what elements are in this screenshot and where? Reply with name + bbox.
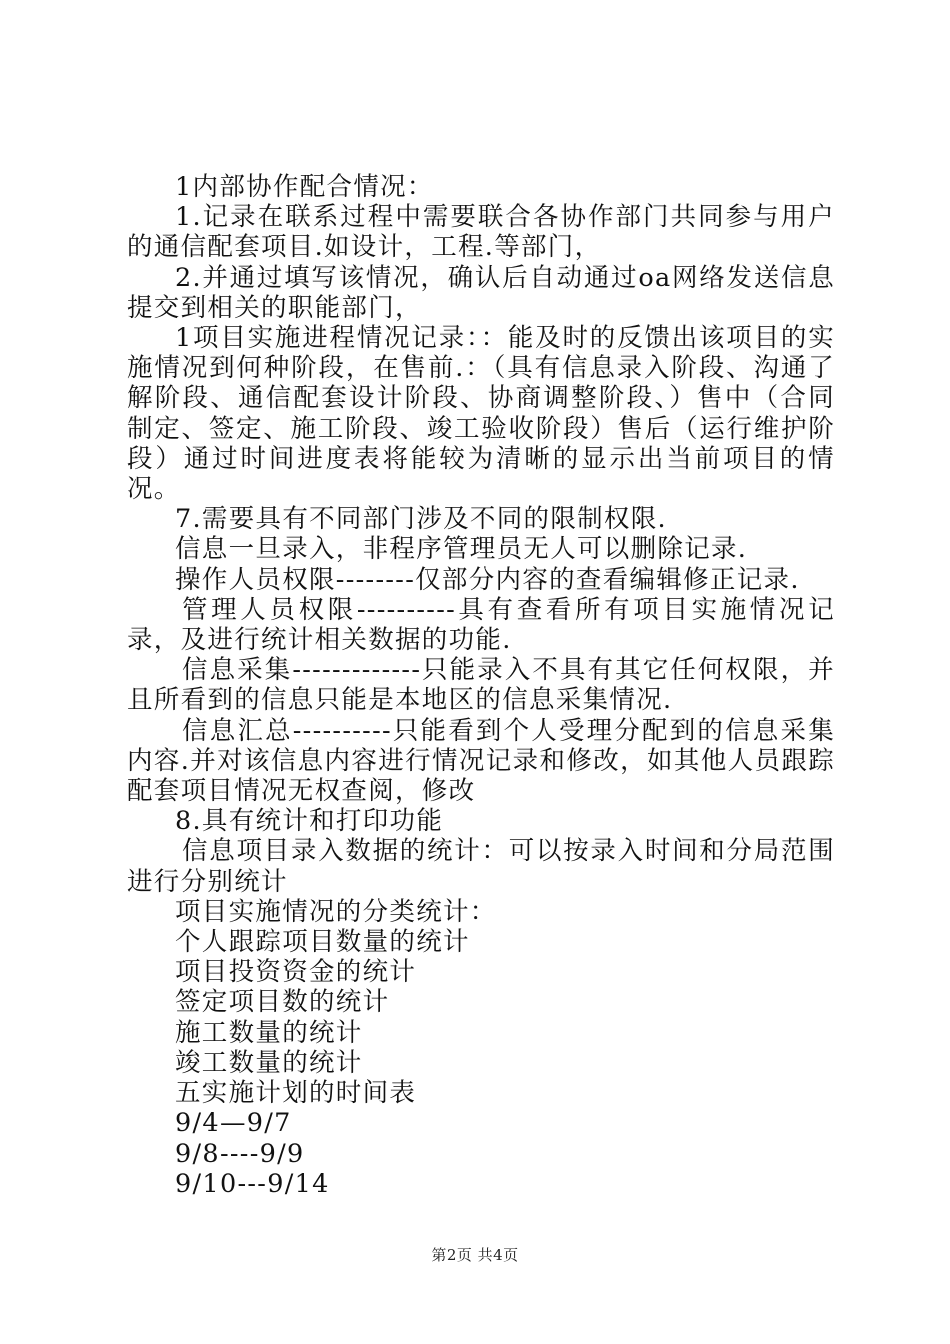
paragraph-construction-stat: 施工数量的统计 bbox=[175, 1017, 363, 1048]
page-number-label: 第2页 共4页 bbox=[431, 1246, 519, 1264]
paragraph-info-collection: 信息采集-------------只能录入不具有其它任何权限，并且所看到的信息只能是本地区的信息采集情况. bbox=[127, 655, 835, 716]
paragraph-item-8-statistics: 8.具有统计和打印功能 bbox=[175, 806, 444, 837]
paragraph-no-delete: 信息一旦录入，非程序管理员无人可以删除记录. bbox=[175, 534, 748, 565]
page-footer bbox=[0, 1244, 950, 1265]
paragraph-item-1-record: 1.记录在联系过程中需要联合各协作部门共同参与用户的通信配套项目.如设计，工程.等部门， bbox=[127, 202, 835, 263]
paragraph-schedule-range-2: 9/8----9/9 bbox=[175, 1138, 305, 1169]
paragraph-internal-cooperation-heading: 1内部协作配合情况： bbox=[175, 172, 434, 202]
document-body bbox=[127, 172, 835, 1199]
paragraph-completion-stat: 竣工数量的统计 bbox=[175, 1047, 363, 1078]
paragraph-item-2-submit: 2.并通过填写该情况，确认后自动通过oa网络发送信息提交到相关的职能部门， bbox=[127, 262, 835, 323]
paragraph-investment-stat: 项目投资资金的统计 bbox=[175, 957, 417, 988]
paragraph-signed-projects-stat: 签定项目数的统计 bbox=[175, 987, 390, 1018]
paragraph-progress-record: 1项目实施进程情况记录：：能及时的反馈出该项目的实施情况到何种阶段，在售前.：（具有信息录入阶段、沟通了解阶段、通信配套设计阶段、协商调整阶段、）售中（合同制定、签定、施工阶段、竣工验收阶段）售后（运行维护阶段）通过时间进度表将能较为清晰的显示出当前项目的情况。 bbox=[127, 323, 835, 505]
paragraph-entry-statistics: 信息项目录入数据的统计：可以按录入时间和分局范围进行分别统计 bbox=[127, 836, 835, 897]
paragraph-manager-permission: 管理人员权限----------具有查看所有项目实施情况记录，及进行统计相关数据的功能. bbox=[127, 594, 835, 656]
paragraph-personal-tracking-stat: 个人跟踪项目数量的统计 bbox=[175, 927, 470, 958]
paragraph-info-summary: 信息汇总----------只能看到个人受理分配到的信息采集内容.并对该信息内容进行情况记录和修改，如其他人员跟踪配套项目情况无权查阅，修改 bbox=[127, 715, 835, 807]
paragraph-schedule-range-1: 9/4—9/7 bbox=[175, 1108, 292, 1139]
paragraph-category-statistics: 项目实施情况的分类统计： bbox=[175, 896, 497, 927]
paragraph-item-7-permissions: 7.需要具有不同部门涉及不同的限制权限. bbox=[175, 504, 667, 535]
paragraph-operator-permission: 操作人员权限--------仅部分内容的查看编辑修正记录. bbox=[175, 564, 800, 595]
paragraph-schedule-heading: 五实施计划的时间表 bbox=[175, 1078, 417, 1109]
paragraph-schedule-range-3: 9/10---9/14 bbox=[175, 1168, 330, 1199]
